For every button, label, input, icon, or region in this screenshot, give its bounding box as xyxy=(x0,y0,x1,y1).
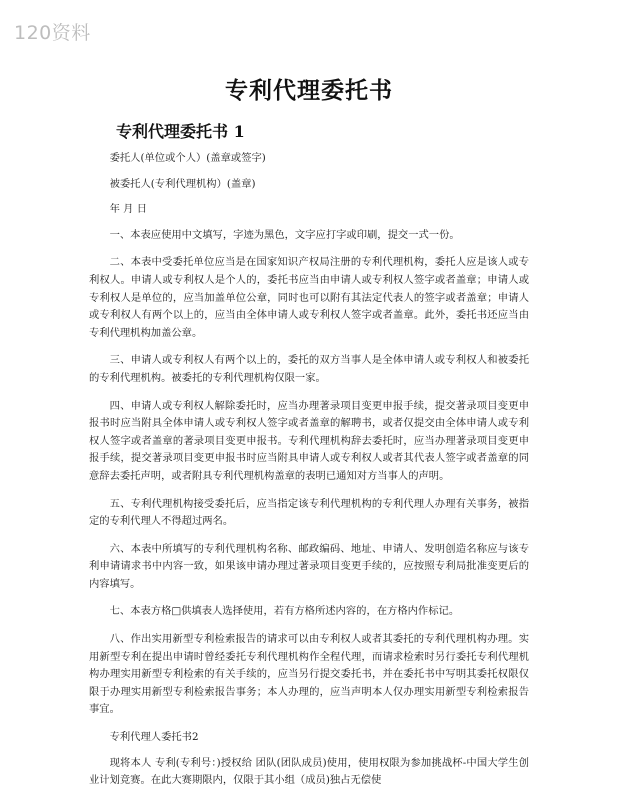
page-title: 专利代理委托书 xyxy=(225,77,393,104)
paragraph-rule-8: 八、作出实用新型专利检索报告的请求可以由专利权人或者其委托的专利代理机构办理。实用新型专利在提出申请时曾经委托专利代理机构作全程代理，而请求检索时另行委托专利代理机构办理实用新型专利检索的有关手续的，应当另行提交委托书，并在委托书中写明其委托权限仅限于办理实用新型专利检索报告事务；本人办理的，应当声明本人仅办理实用新型专利检索报告事宜。 xyxy=(89,633,529,716)
paragraph-rule-7: 七、本表方格□供填表人选择使用，若有方格所述内容的，在方格内作标记。 xyxy=(109,605,460,618)
paragraph-agent: 被委托人(专利代理机构）(盖章) xyxy=(109,177,256,190)
paragraph-rule-6: 六、本表中所填写的专利代理机构名称、邮政编码、地址、申请人、发明创造名称应与该专利申请请求书中内容一致，如果该申请办理过著录项目变更手续的，应按照专利局批准变更后的内容填写。 xyxy=(89,542,529,590)
section-heading-1: 专利代理委托书 1 xyxy=(116,122,245,141)
section-heading-2: 专利代理人委托书2 xyxy=(109,731,199,744)
paragraph-rule-5: 五、专利代理机构接受委托后，应当指定该专利代理机构的专利代理人办理有关事务，被指定的专利代理人不得超过两名。 xyxy=(89,497,529,528)
paragraph-rule-3: 三、申请人或专利权人有两个以上的，委托的双方当事人是全体申请人或专利权人和被委托的专利代理机构。被委托的专利代理机构仅限一家。 xyxy=(89,354,529,384)
paragraph-rule-2: 二、本表中受委托单位应当是在国家知识产权局注册的专利代理机构，委托人应是该人或专利权人。申请人或专利权人是个人的，委托书应当由申请人或专利权人签字或者盖章；申请人或专利权人是单位的，应当加盖单位公章，同时也可以附有其法定代表人的签字或者盖章；申请人或专利权人有两个以上的，应当由全体申请人或专利权人签字或者盖章。此外，委托书还应当由专利代理机构加盖公章。 xyxy=(89,256,529,339)
paragraph-date: 年 月 日 xyxy=(109,203,148,216)
paragraph-authorization: 现将本人 专利(专利号：)授权给 团队(团队成员)使用，使用权限为参加挑战杯-中国大学生创业计划竞赛。在此大赛期限内，仅限于其小组（成员)独占无偿使 xyxy=(89,756,529,787)
document-body xyxy=(89,150,529,800)
paragraph-rule-4: 四、申请人或专利权人解除委托时，应当办理著录项目变更申报手续，提交著录项目变更申报书时应当附具全体申请人或专利权人签字或者盖章的解聘书，或者仅提交由全体申请人或专利权人签字或者盖章的著录项目变更申报书。专利代理机构辞去委托时，应当办理著录项目变更申报手续，提交著录项目变更申报书时应当附具申请人或专利权人或者其代表人签字或者盖章的同意辞去委托声明，或者附具专利代理机构盖章的表明已通知对方当事人的声明。 xyxy=(89,399,529,482)
paragraph-rule-1: 一、本表应使用中文填写，字迹为黑色，文字应打字或印刷，提交一式一份。 xyxy=(109,228,460,241)
watermark: 120资料 xyxy=(14,22,91,44)
paragraph-client: 委托人(单位或个人）(盖章或签字) xyxy=(109,152,266,164)
